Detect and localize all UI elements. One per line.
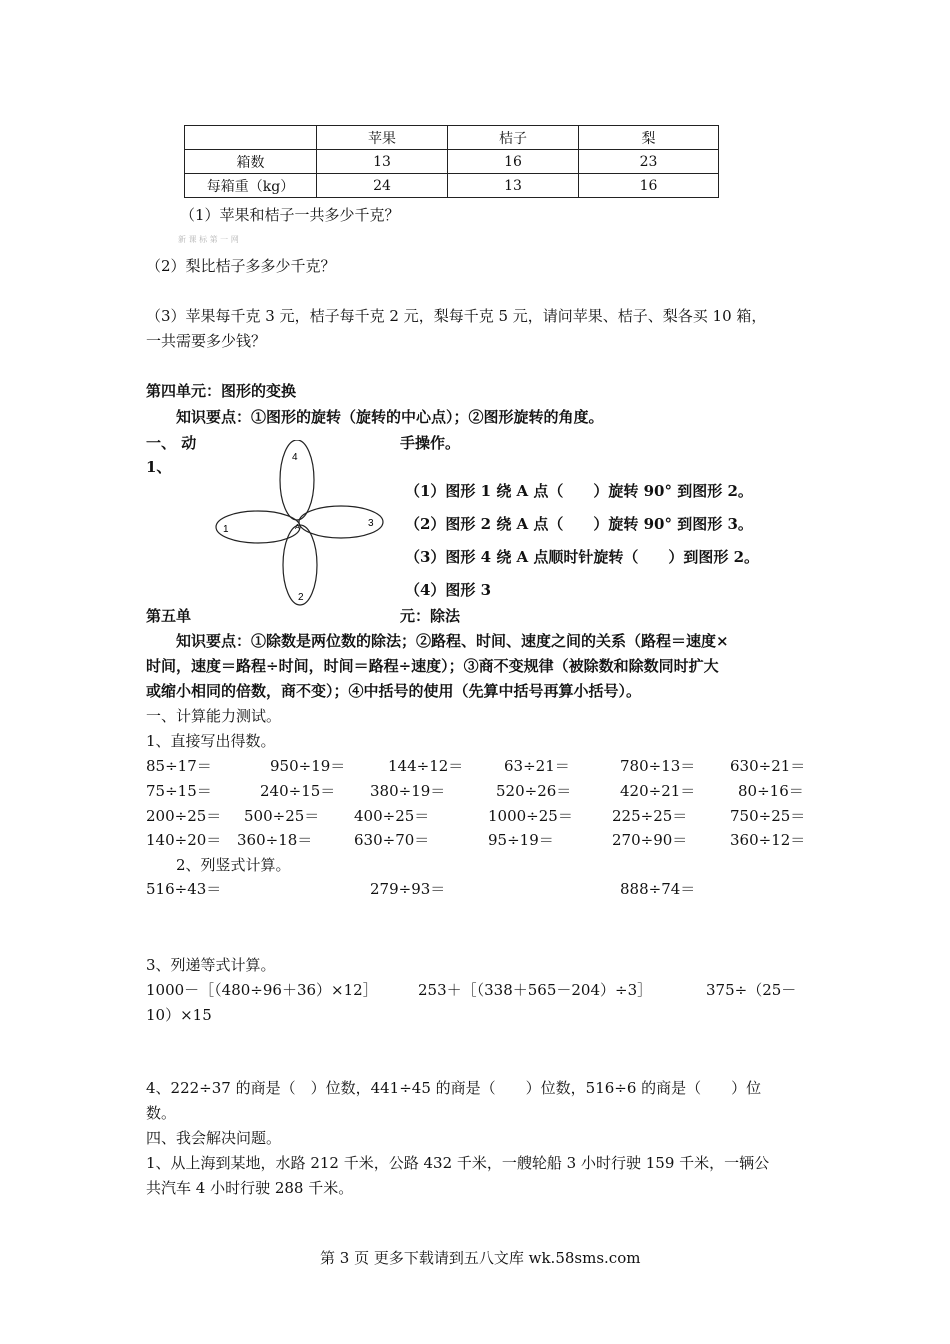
page-footer: 第 3 页 更多下载请到五八文库 wk.58sms.com bbox=[320, 1249, 641, 1267]
figure-label-a: A bbox=[295, 524, 300, 531]
calc-item: 144÷12＝ bbox=[388, 757, 464, 775]
calc-item: 500÷25＝ bbox=[244, 807, 320, 825]
table-cell: 16 bbox=[579, 174, 719, 198]
table-cell: 13 bbox=[448, 174, 579, 198]
question-1: （1）苹果和桔子一共多少千克？ bbox=[180, 206, 400, 224]
rotation-question-1: （1）图形 1 绕 A 点（ ）旋转 90° 到图形 2。 bbox=[405, 482, 753, 500]
step-equation-3-cont: 10）×15 bbox=[146, 1006, 212, 1024]
calc-item: 360÷12＝ bbox=[730, 831, 806, 849]
unit4-section-right: 手操作。 bbox=[400, 434, 461, 452]
unit5-title-left: 第五单 bbox=[146, 607, 192, 625]
calc-item: 360÷18＝ bbox=[237, 831, 313, 849]
step-equation-2: 253＋［（338＋565－204）÷3］ bbox=[418, 981, 653, 999]
calc-subsection-1: 1、直接写出得数。 bbox=[146, 732, 276, 750]
table-cell: 16 bbox=[448, 150, 579, 174]
table-header-cell bbox=[185, 126, 317, 150]
question-3-line2: 一共需要多少钱？ bbox=[146, 332, 267, 350]
calc-item: 95÷19＝ bbox=[488, 831, 554, 849]
calc-item: 400÷25＝ bbox=[354, 807, 430, 825]
calc-item: 80÷16＝ bbox=[738, 782, 804, 800]
problem-section-title: 四、我会解决问题。 bbox=[146, 1129, 282, 1147]
fruit-table bbox=[184, 125, 719, 198]
unit5-title-right: 元：除法 bbox=[400, 607, 461, 625]
table-cell: 24 bbox=[317, 174, 448, 198]
calc-item: 380÷19＝ bbox=[370, 782, 446, 800]
figure-label-1: 1 bbox=[223, 524, 229, 535]
rotation-figure bbox=[206, 440, 386, 608]
table-header-row bbox=[185, 126, 719, 150]
table-header-cell: 苹果 bbox=[317, 126, 448, 150]
table-header-cell: 桔子 bbox=[448, 126, 579, 150]
table-cell: 13 bbox=[317, 150, 448, 174]
unit4-item-number: 1、 bbox=[146, 458, 172, 476]
calc-item: 200÷25＝ bbox=[146, 807, 222, 825]
calc-item: 85÷17＝ bbox=[146, 757, 212, 775]
figure-label-2: 2 bbox=[298, 592, 304, 603]
calc-item: 780÷13＝ bbox=[620, 757, 696, 775]
calc-item: 630÷70＝ bbox=[354, 831, 430, 849]
unit4-section-left: 一、 动 bbox=[146, 434, 197, 452]
table-row-label: 每箱重（kg） bbox=[185, 174, 317, 198]
question-4-line2: 数。 bbox=[146, 1104, 177, 1122]
question-3-line1: （3）苹果每千克 3 元，桔子每千克 2 元，梨每千克 5 元，请问苹果、桔子、梨各买 10 箱， bbox=[146, 307, 767, 325]
calc-item: 270÷90＝ bbox=[612, 831, 688, 849]
calc-section-title: 一、计算能力测试。 bbox=[146, 707, 282, 725]
unit5-key-line2: 时间，速度＝路程÷时间，时间＝路程÷速度）；③商不变规律（被除数和除数同时扩大 bbox=[146, 657, 719, 675]
problem-1-line1: 1、从上海到某地，水路 212 千米，公路 432 千米，一艘轮船 3 小时行驶 159 千米，一辆公 bbox=[146, 1154, 770, 1172]
calc-item: 140÷20＝ bbox=[146, 831, 222, 849]
step-equation-3: 375÷（25－ bbox=[706, 981, 797, 999]
calc-subsection-2: 2、列竖式计算。 bbox=[176, 856, 291, 874]
problem-1-line2: 共汽车 4 小时行驶 288 千米。 bbox=[146, 1179, 354, 1197]
rotation-question-2: （2）图形 2 绕 A 点（ ）旋转 90° 到图形 3。 bbox=[405, 515, 753, 533]
watermark: 新 课 标 第 一 网 bbox=[178, 235, 239, 244]
table-header-cell: 梨 bbox=[579, 126, 719, 150]
vertical-calc-item: 279÷93＝ bbox=[370, 880, 446, 898]
unit4-title: 第四单元：图形的变换 bbox=[146, 382, 297, 400]
calc-item: 750÷25＝ bbox=[730, 807, 806, 825]
vertical-calc-item: 888÷74＝ bbox=[620, 880, 696, 898]
calc-item: 520÷26＝ bbox=[496, 782, 572, 800]
calc-item: 1000÷25＝ bbox=[488, 807, 573, 825]
table-row-label: 箱数 bbox=[185, 150, 317, 174]
calc-item: 630÷21＝ bbox=[730, 757, 806, 775]
rotation-question-3: （3）图形 4 绕 A 点顺时针旋转（ ）到图形 2。 bbox=[405, 548, 760, 566]
calc-item: 420÷21＝ bbox=[620, 782, 696, 800]
rotation-question-4: （4）图形 3 bbox=[405, 581, 492, 599]
unit4-key-points: 知识要点：①图形的旋转（旋转的中心点）；②图形旋转的角度。 bbox=[176, 408, 604, 426]
calc-subsection-3: 3、列递等式计算。 bbox=[146, 956, 276, 974]
calc-item: 240÷15＝ bbox=[260, 782, 336, 800]
question-2: （2）梨比桔子多多少千克？ bbox=[146, 257, 336, 275]
table-row bbox=[185, 174, 719, 198]
table-row bbox=[185, 150, 719, 174]
figure-label-3: 3 bbox=[368, 518, 374, 529]
step-equation-1: 1000－［（480÷96＋36）×12］ bbox=[146, 981, 378, 999]
table-cell: 23 bbox=[579, 150, 719, 174]
vertical-calc-item: 516÷43＝ bbox=[146, 880, 222, 898]
calc-item: 63÷21＝ bbox=[504, 757, 570, 775]
question-4-line1: 4、222÷37 的商是（ ）位数，441÷45 的商是（ ）位数，516÷6 的商是（ ）位 bbox=[146, 1079, 762, 1097]
calc-item: 950÷19＝ bbox=[270, 757, 346, 775]
unit5-key-line1: 知识要点：①除数是两位数的除法；②路程、时间、速度之间的关系（路程＝速度× bbox=[176, 632, 729, 650]
calc-item: 75÷15＝ bbox=[146, 782, 212, 800]
calc-item: 225÷25＝ bbox=[612, 807, 688, 825]
unit5-key-line3: 或缩小相同的倍数，商不变）；④中括号的使用（先算中括号再算小括号）。 bbox=[146, 682, 642, 700]
figure-label-4: 4 bbox=[292, 452, 298, 463]
